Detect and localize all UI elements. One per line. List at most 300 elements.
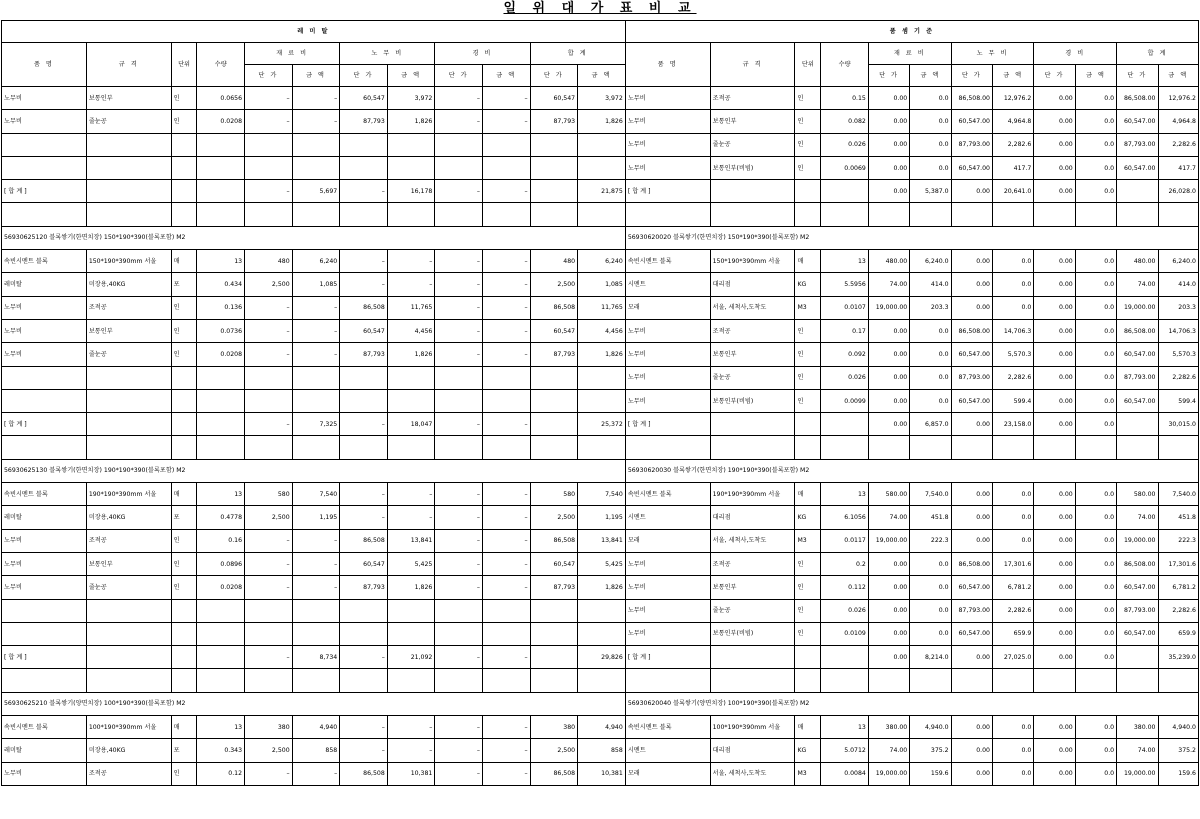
table-cell: 0.0	[1075, 622, 1116, 645]
table-cell: 4,940	[292, 716, 340, 739]
table-cell: 100*190*390mm 서울	[86, 716, 171, 739]
table-cell	[482, 669, 530, 692]
table-cell	[86, 599, 171, 622]
table-cell: 0.0	[1075, 319, 1116, 342]
col-unit: 단위	[171, 43, 197, 87]
table-cell: 86,508.00	[951, 87, 992, 110]
table-cell: –	[245, 552, 293, 575]
table-cell: 13	[197, 250, 245, 273]
table-cell: 60,547	[340, 552, 388, 575]
table-cell	[993, 203, 1034, 226]
table-cell: 조적공	[710, 319, 795, 342]
table-cell	[1075, 436, 1116, 459]
table-cell: 87,793	[530, 110, 578, 133]
table-cell	[2, 622, 87, 645]
table-cell	[578, 133, 626, 156]
grp-labor: 노 무 비	[340, 43, 435, 65]
table-cell: 6,240	[292, 250, 340, 273]
table-cell	[868, 436, 909, 459]
table-cell: 0.0	[910, 133, 951, 156]
table-cell: 인	[795, 599, 821, 622]
table-cell: 노무비	[2, 296, 87, 319]
table-row	[2, 343, 1199, 366]
table-cell: 87,793.00	[1117, 133, 1158, 156]
table-cell: 시멘트	[625, 273, 710, 296]
table-cell: 86,508	[340, 296, 388, 319]
table-cell	[197, 389, 245, 412]
table-row	[2, 366, 1199, 389]
table-cell: 60,547	[340, 87, 388, 110]
table-cell: –	[245, 343, 293, 366]
section-title-left: 56930625120 블록쌓기(한면치장) 150*190*390(블록포함) M2	[2, 226, 626, 249]
table-cell	[1075, 669, 1116, 692]
table-cell	[1158, 669, 1199, 692]
table-cell	[435, 389, 483, 412]
table-cell: 노무비	[2, 552, 87, 575]
table-row	[2, 436, 1199, 459]
table-cell: 60,547	[530, 87, 578, 110]
table-cell: 노무비	[2, 319, 87, 342]
table-row	[2, 762, 1199, 785]
comparison-sheet	[1, 20, 1199, 786]
table-cell: –	[292, 576, 340, 599]
table-cell: 60,547.00	[1117, 576, 1158, 599]
page-title-text: 일 위 대 가 표 비 교	[503, 1, 697, 16]
table-cell	[821, 669, 869, 692]
table-cell: 190*190*390mm 서울	[86, 483, 171, 506]
table-cell: 0.00	[951, 273, 992, 296]
table-cell	[245, 436, 293, 459]
table-cell: 87,793	[340, 110, 388, 133]
table-cell: –	[340, 716, 388, 739]
table-cell	[482, 599, 530, 622]
table-cell	[435, 599, 483, 622]
table-cell	[578, 389, 626, 412]
table-cell: 인	[795, 576, 821, 599]
table-cell: –	[435, 87, 483, 110]
table-cell: –	[482, 529, 530, 552]
table-cell: 노무비	[2, 576, 87, 599]
table-cell: 미장용,40KG	[86, 506, 171, 529]
table-cell: 속빈시멘트 블록	[625, 250, 710, 273]
table-cell: 대리점	[710, 506, 795, 529]
table-cell	[1117, 436, 1158, 459]
table-cell	[530, 599, 578, 622]
table-cell: 87,793	[340, 576, 388, 599]
table-row	[2, 133, 1199, 156]
table-cell: 노무비	[625, 366, 710, 389]
table-cell: 0.0	[1075, 646, 1116, 669]
table-row	[2, 646, 1199, 669]
table-cell	[578, 622, 626, 645]
table-cell: 0.082	[821, 110, 869, 133]
table-cell: 대리점	[710, 739, 795, 762]
table-cell	[482, 156, 530, 179]
table-cell: –	[482, 180, 530, 203]
table-cell: 580	[530, 483, 578, 506]
table-cell: 0.17	[821, 319, 869, 342]
table-cell	[86, 366, 171, 389]
table-cell: 0.0	[1075, 599, 1116, 622]
table-cell: 0.0	[910, 343, 951, 366]
table-cell: 0.343	[197, 739, 245, 762]
table-cell: 0.00	[1034, 622, 1075, 645]
table-cell: 0.00	[868, 156, 909, 179]
table-cell	[578, 436, 626, 459]
unit-price-header: 단 가	[245, 65, 293, 87]
table-cell: 줄눈공	[86, 110, 171, 133]
table-cell: 0.092	[821, 343, 869, 366]
table-cell	[2, 133, 87, 156]
table-cell: 10,381	[578, 762, 626, 785]
table-cell: 0.00	[868, 599, 909, 622]
grp-material: 재 료 비	[245, 43, 340, 65]
table-cell	[795, 413, 821, 436]
table-cell: 19,000.00	[868, 529, 909, 552]
table-cell: –	[482, 483, 530, 506]
table-cell: 0.00	[951, 506, 992, 529]
table-cell: 시멘트	[625, 739, 710, 762]
table-cell: 2,282.6	[1158, 366, 1199, 389]
table-cell: 매	[795, 483, 821, 506]
table-row	[2, 599, 1199, 622]
table-cell: 0.0	[910, 110, 951, 133]
table-cell: 7,325	[292, 413, 340, 436]
table-cell: 13,841	[387, 529, 435, 552]
table-cell: 2,282.6	[993, 366, 1034, 389]
table-cell: 100*190*390mm 서울	[710, 716, 795, 739]
table-cell: 인	[795, 366, 821, 389]
table-cell: 21,875	[578, 180, 626, 203]
table-cell: 0.0	[910, 156, 951, 179]
table-cell: 0.00	[1034, 483, 1075, 506]
table-cell: 0.0	[1075, 273, 1116, 296]
table-row	[2, 203, 1199, 226]
table-cell: –	[482, 762, 530, 785]
table-cell: 2,500	[530, 273, 578, 296]
table-cell: 4,964.8	[1158, 110, 1199, 133]
table-cell	[625, 669, 710, 692]
table-cell: 보통인부(비빔)	[710, 389, 795, 412]
table-cell: –	[435, 762, 483, 785]
table-cell: 74.00	[868, 506, 909, 529]
table-cell: 0.00	[1034, 413, 1075, 436]
table-cell: 0.0	[910, 389, 951, 412]
table-cell: –	[435, 296, 483, 319]
table-cell: 451.8	[1158, 506, 1199, 529]
table-cell: 0.0	[1075, 156, 1116, 179]
table-cell: 노무비	[625, 110, 710, 133]
table-cell: 0.026	[821, 599, 869, 622]
table-cell: 조적공	[710, 87, 795, 110]
table-row	[2, 483, 1199, 506]
table-cell: 8,214.0	[910, 646, 951, 669]
table-cell: –	[435, 716, 483, 739]
table-cell: 노무비	[625, 156, 710, 179]
table-cell: 매	[171, 250, 197, 273]
table-cell: 0.00	[951, 739, 992, 762]
table-cell: 599.4	[993, 389, 1034, 412]
table-cell: 시멘트	[625, 506, 710, 529]
table-cell: 480	[245, 250, 293, 273]
amount-header: 금 액	[387, 65, 435, 87]
col-spec: 규 격	[86, 43, 171, 87]
table-cell: 0.0	[1075, 716, 1116, 739]
col-name: 품 명	[2, 43, 87, 87]
table-cell: KG	[795, 506, 821, 529]
table-cell: 0.00	[868, 366, 909, 389]
table-cell: 580	[245, 483, 293, 506]
table-cell	[2, 599, 87, 622]
table-cell	[482, 203, 530, 226]
table-cell: 0.0	[993, 739, 1034, 762]
table-cell	[435, 669, 483, 692]
table-cell	[171, 669, 197, 692]
table-cell: –	[435, 506, 483, 529]
table-cell: 60,547.00	[951, 576, 992, 599]
table-cell: 5,570.3	[993, 343, 1034, 366]
table-cell	[1034, 436, 1075, 459]
table-row	[2, 87, 1199, 110]
table-cell: 659.9	[1158, 622, 1199, 645]
col-qty: 수량	[197, 43, 245, 87]
table-cell: 0.00	[1034, 133, 1075, 156]
left-group-header: 레 미 탈	[2, 21, 626, 43]
section-title-left: 56930625210 블록쌓기(양면치장) 100*190*390(블록포함) M2	[2, 692, 626, 715]
table-cell: 159.6	[1158, 762, 1199, 785]
table-row	[2, 506, 1199, 529]
table-cell	[340, 389, 388, 412]
table-cell: –	[340, 739, 388, 762]
table-cell: 0.00	[1034, 529, 1075, 552]
table-cell: KG	[795, 273, 821, 296]
table-cell: 0.00	[868, 622, 909, 645]
table-cell: 1,826	[387, 343, 435, 366]
table-cell: 4,940	[578, 716, 626, 739]
col-qty: 수량	[821, 43, 869, 87]
table-cell	[245, 133, 293, 156]
table-cell: 인	[171, 343, 197, 366]
table-cell: 5,387.0	[910, 180, 951, 203]
table-cell	[197, 413, 245, 436]
table-cell	[710, 436, 795, 459]
table-cell: 보통인부	[86, 552, 171, 575]
table-cell: 659.9	[993, 622, 1034, 645]
table-cell: 0.00	[951, 483, 992, 506]
table-cell: 노무비	[625, 133, 710, 156]
table-cell: 2,282.6	[993, 599, 1034, 622]
table-cell	[2, 366, 87, 389]
table-cell: 보통인부	[86, 87, 171, 110]
table-cell: 380.00	[868, 716, 909, 739]
table-cell: 인	[171, 529, 197, 552]
table-cell: 속빈시멘트 블록	[2, 250, 87, 273]
table-cell: 0.00	[1034, 506, 1075, 529]
table-cell: 노무비	[2, 762, 87, 785]
table-cell: 보통인부	[86, 319, 171, 342]
table-cell: 19,000.00	[1117, 762, 1158, 785]
table-cell: 11,765	[387, 296, 435, 319]
table-cell: 2,500	[530, 506, 578, 529]
table-cell: 23,158.0	[993, 413, 1034, 436]
table-cell: –	[340, 506, 388, 529]
table-cell: 0.00	[951, 180, 992, 203]
table-cell: 12,976.2	[1158, 87, 1199, 110]
table-cell	[2, 669, 87, 692]
table-cell: 19,000.00	[868, 762, 909, 785]
table-cell: 0.0	[1075, 250, 1116, 273]
table-cell	[951, 203, 992, 226]
table-cell: 87,793	[530, 343, 578, 366]
table-cell	[292, 133, 340, 156]
table-cell: 0.0	[910, 576, 951, 599]
table-cell: –	[340, 250, 388, 273]
table-cell: 조적공	[710, 552, 795, 575]
table-cell: 5.0712	[821, 739, 869, 762]
table-cell: 4,940.0	[1158, 716, 1199, 739]
table-cell	[197, 622, 245, 645]
table-cell: 60,547.00	[1117, 156, 1158, 179]
table-cell: –	[292, 87, 340, 110]
table-cell: 0.0	[993, 273, 1034, 296]
table-cell: 0.136	[197, 296, 245, 319]
table-cell: M3	[795, 296, 821, 319]
table-cell	[245, 622, 293, 645]
table-cell	[578, 156, 626, 179]
table-cell: 줄눈공	[86, 343, 171, 366]
table-cell: 19,000.00	[1117, 296, 1158, 319]
table-cell: 0.00	[951, 716, 992, 739]
table-cell	[482, 622, 530, 645]
table-cell: –	[482, 576, 530, 599]
table-cell: 13,841	[578, 529, 626, 552]
table-cell: [ 합 계 ]	[2, 413, 87, 436]
table-cell: 0.00	[1034, 250, 1075, 273]
table-cell	[197, 599, 245, 622]
table-cell: 60,547	[530, 552, 578, 575]
right-group-header: 품 셈 기 준	[625, 21, 1198, 43]
table-cell: 0.00	[868, 133, 909, 156]
unit-price-header: 단 가	[1034, 65, 1075, 87]
table-cell	[435, 366, 483, 389]
table-cell: 11,765	[578, 296, 626, 319]
table-cell: 0.0	[993, 296, 1034, 319]
table-cell: 0.112	[821, 576, 869, 599]
table-cell: 0.00	[1034, 366, 1075, 389]
table-cell: 0.0	[910, 87, 951, 110]
table-cell: –	[435, 273, 483, 296]
table-cell	[171, 436, 197, 459]
table-cell: 580.00	[1117, 483, 1158, 506]
table-cell: 580.00	[868, 483, 909, 506]
table-cell	[171, 366, 197, 389]
table-cell	[197, 203, 245, 226]
table-cell: 74.00	[868, 273, 909, 296]
table-cell: 인	[795, 343, 821, 366]
table-cell: 레미탈	[2, 506, 87, 529]
table-cell	[482, 366, 530, 389]
group-header-row	[2, 21, 1199, 43]
table-cell: 매	[171, 716, 197, 739]
table-cell: –	[482, 110, 530, 133]
table-cell: 480	[530, 250, 578, 273]
table-cell: 0.0	[993, 250, 1034, 273]
table-cell: 17,301.6	[1158, 552, 1199, 575]
table-cell	[340, 599, 388, 622]
table-cell: 조적공	[86, 762, 171, 785]
table-cell	[530, 203, 578, 226]
table-cell: 노무비	[625, 599, 710, 622]
table-cell: 매	[795, 716, 821, 739]
table-cell	[245, 599, 293, 622]
page-title	[0, 0, 1200, 20]
table-cell: 414.0	[910, 273, 951, 296]
table-cell: 0.00	[1034, 110, 1075, 133]
table-cell	[387, 133, 435, 156]
table-cell: 0.0	[1075, 296, 1116, 319]
table-cell: 1,826	[578, 576, 626, 599]
table-cell: 노무비	[625, 87, 710, 110]
table-row	[2, 110, 1199, 133]
table-cell: 모래	[625, 296, 710, 319]
table-cell	[530, 646, 578, 669]
table-cell: –	[435, 739, 483, 762]
table-cell: 노무비	[2, 529, 87, 552]
table-cell	[197, 436, 245, 459]
table-cell: 417.7	[993, 156, 1034, 179]
table-cell: 2,282.6	[1158, 599, 1199, 622]
table-cell: 줄눈공	[86, 576, 171, 599]
table-cell: 86,508	[530, 762, 578, 785]
table-cell: 3,972	[578, 87, 626, 110]
table-cell: 미장용,40KG	[86, 739, 171, 762]
table-cell: 1,826	[387, 110, 435, 133]
table-cell	[340, 203, 388, 226]
table-cell: 60,547	[530, 319, 578, 342]
table-row	[2, 389, 1199, 412]
table-cell	[171, 389, 197, 412]
table-cell	[2, 156, 87, 179]
table-cell: –	[435, 483, 483, 506]
table-cell: 인	[795, 156, 821, 179]
table-cell: 0.00	[1034, 739, 1075, 762]
table-cell: –	[482, 646, 530, 669]
table-cell: 74.00	[1117, 273, 1158, 296]
table-cell: 0.0	[910, 366, 951, 389]
table-cell	[245, 366, 293, 389]
col-spec: 규 격	[710, 43, 795, 87]
table-cell: 1,826	[578, 110, 626, 133]
table-cell: –	[292, 296, 340, 319]
table-cell: 매	[171, 483, 197, 506]
table-cell: 0.434	[197, 273, 245, 296]
table-cell: 줄눈공	[710, 599, 795, 622]
table-cell	[795, 180, 821, 203]
table-cell: –	[482, 319, 530, 342]
table-cell: 7,540.0	[910, 483, 951, 506]
table-cell: 4,456	[387, 319, 435, 342]
table-cell	[1158, 203, 1199, 226]
table-cell: 0.0	[910, 319, 951, 342]
table-cell	[530, 156, 578, 179]
table-cell: 1,826	[578, 343, 626, 366]
table-cell	[821, 646, 869, 669]
table-cell: 17,301.6	[993, 552, 1034, 575]
col-unit: 단위	[795, 43, 821, 87]
table-cell: 6,240.0	[1158, 250, 1199, 273]
table-cell: –	[387, 250, 435, 273]
table-row	[2, 739, 1199, 762]
